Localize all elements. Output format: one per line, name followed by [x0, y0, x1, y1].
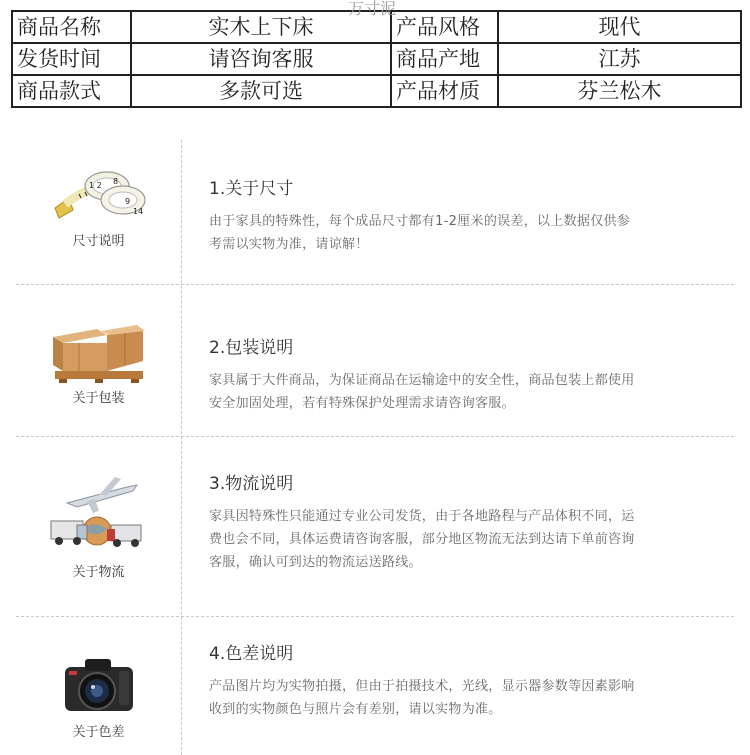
spec-value: 江苏 [498, 43, 741, 75]
note-line: 家具因特殊性只能通过专业公司发货，由于各地路程与产品体积不同，运 [209, 509, 635, 524]
note-caption: 尺寸说明 [72, 234, 125, 249]
spec-value: 请咨询客服 [131, 43, 391, 75]
spec-table [11, 10, 742, 108]
note-icon-block [16, 164, 181, 249]
note-size [16, 140, 734, 285]
note-logistics [16, 437, 734, 617]
spec-label: 商品名称 [12, 11, 131, 43]
note-body [209, 675, 709, 721]
cardboard-boxes-icon [49, 321, 149, 383]
note-caption: 关于包装 [72, 391, 125, 406]
spec-label: 商品款式 [12, 75, 131, 107]
table-row [12, 75, 741, 107]
spec-value: 现代 [498, 11, 741, 43]
logistics-icon [47, 473, 151, 557]
note-body [209, 210, 709, 256]
spec-value: 芬兰松木 [498, 75, 741, 107]
spec-label: 商品产地 [391, 43, 498, 75]
spec-label: 产品风格 [391, 11, 498, 43]
note-line: 费也会不同，具体运费请咨询客服，部分地区物流无法到达请下单前咨询 [209, 532, 635, 547]
svg-text:1 2: 1 2 [88, 181, 102, 190]
spec-value: 实木上下床 [131, 11, 391, 43]
notes-section [16, 140, 734, 755]
note-line: 安全加固处理，若有特殊保护处理需求请咨询客服。 [209, 396, 515, 411]
note-body [209, 505, 709, 574]
note-color-difference [16, 617, 734, 755]
note-icon-block [16, 651, 181, 740]
camera-icon [59, 651, 139, 717]
note-text [209, 178, 709, 256]
note-icon-block [16, 473, 181, 580]
note-heading: 3.物流说明 [209, 474, 294, 494]
watermark-text: 万寸泥 [348, 0, 397, 18]
note-caption: 关于色差 [72, 725, 125, 740]
note-text [209, 473, 709, 574]
svg-text:9: 9 [124, 197, 130, 206]
note-line: 收到的实物颜色与照片会有差别，请以实物为准。 [209, 702, 502, 717]
note-heading: 1.关于尺寸 [209, 179, 294, 199]
note-line: 由于家具的特殊性，每个成品尺寸都有1-2厘米的误差，以上数据仅供参 [209, 214, 631, 229]
note-caption: 关于物流 [72, 565, 125, 580]
note-icon-block [16, 321, 181, 406]
note-line: 考需以实物为准，请谅解！ [209, 237, 369, 252]
svg-text:8: 8 [112, 177, 118, 186]
note-text [209, 337, 709, 415]
note-heading: 2.包装说明 [209, 338, 294, 358]
note-line: 家具属于大件商品，为保证商品在运输途中的安全性，商品包装上都使用 [209, 373, 635, 388]
note-heading: 4.色差说明 [209, 644, 294, 664]
note-line: 产品图片均为实物拍摄，但由于拍摄技术，光线，显示器参数等因素影响 [209, 679, 635, 694]
spec-label: 发货时间 [12, 43, 131, 75]
note-line: 客服，确认可到达的物流运送路线。 [209, 555, 422, 570]
svg-text:14: 14 [132, 207, 143, 216]
note-text [209, 643, 709, 721]
note-body [209, 369, 709, 415]
spec-value: 多款可选 [131, 75, 391, 107]
spec-label: 产品材质 [391, 75, 498, 107]
note-packaging [16, 285, 734, 437]
table-row [12, 43, 741, 75]
measuring-tape-icon [49, 164, 149, 226]
